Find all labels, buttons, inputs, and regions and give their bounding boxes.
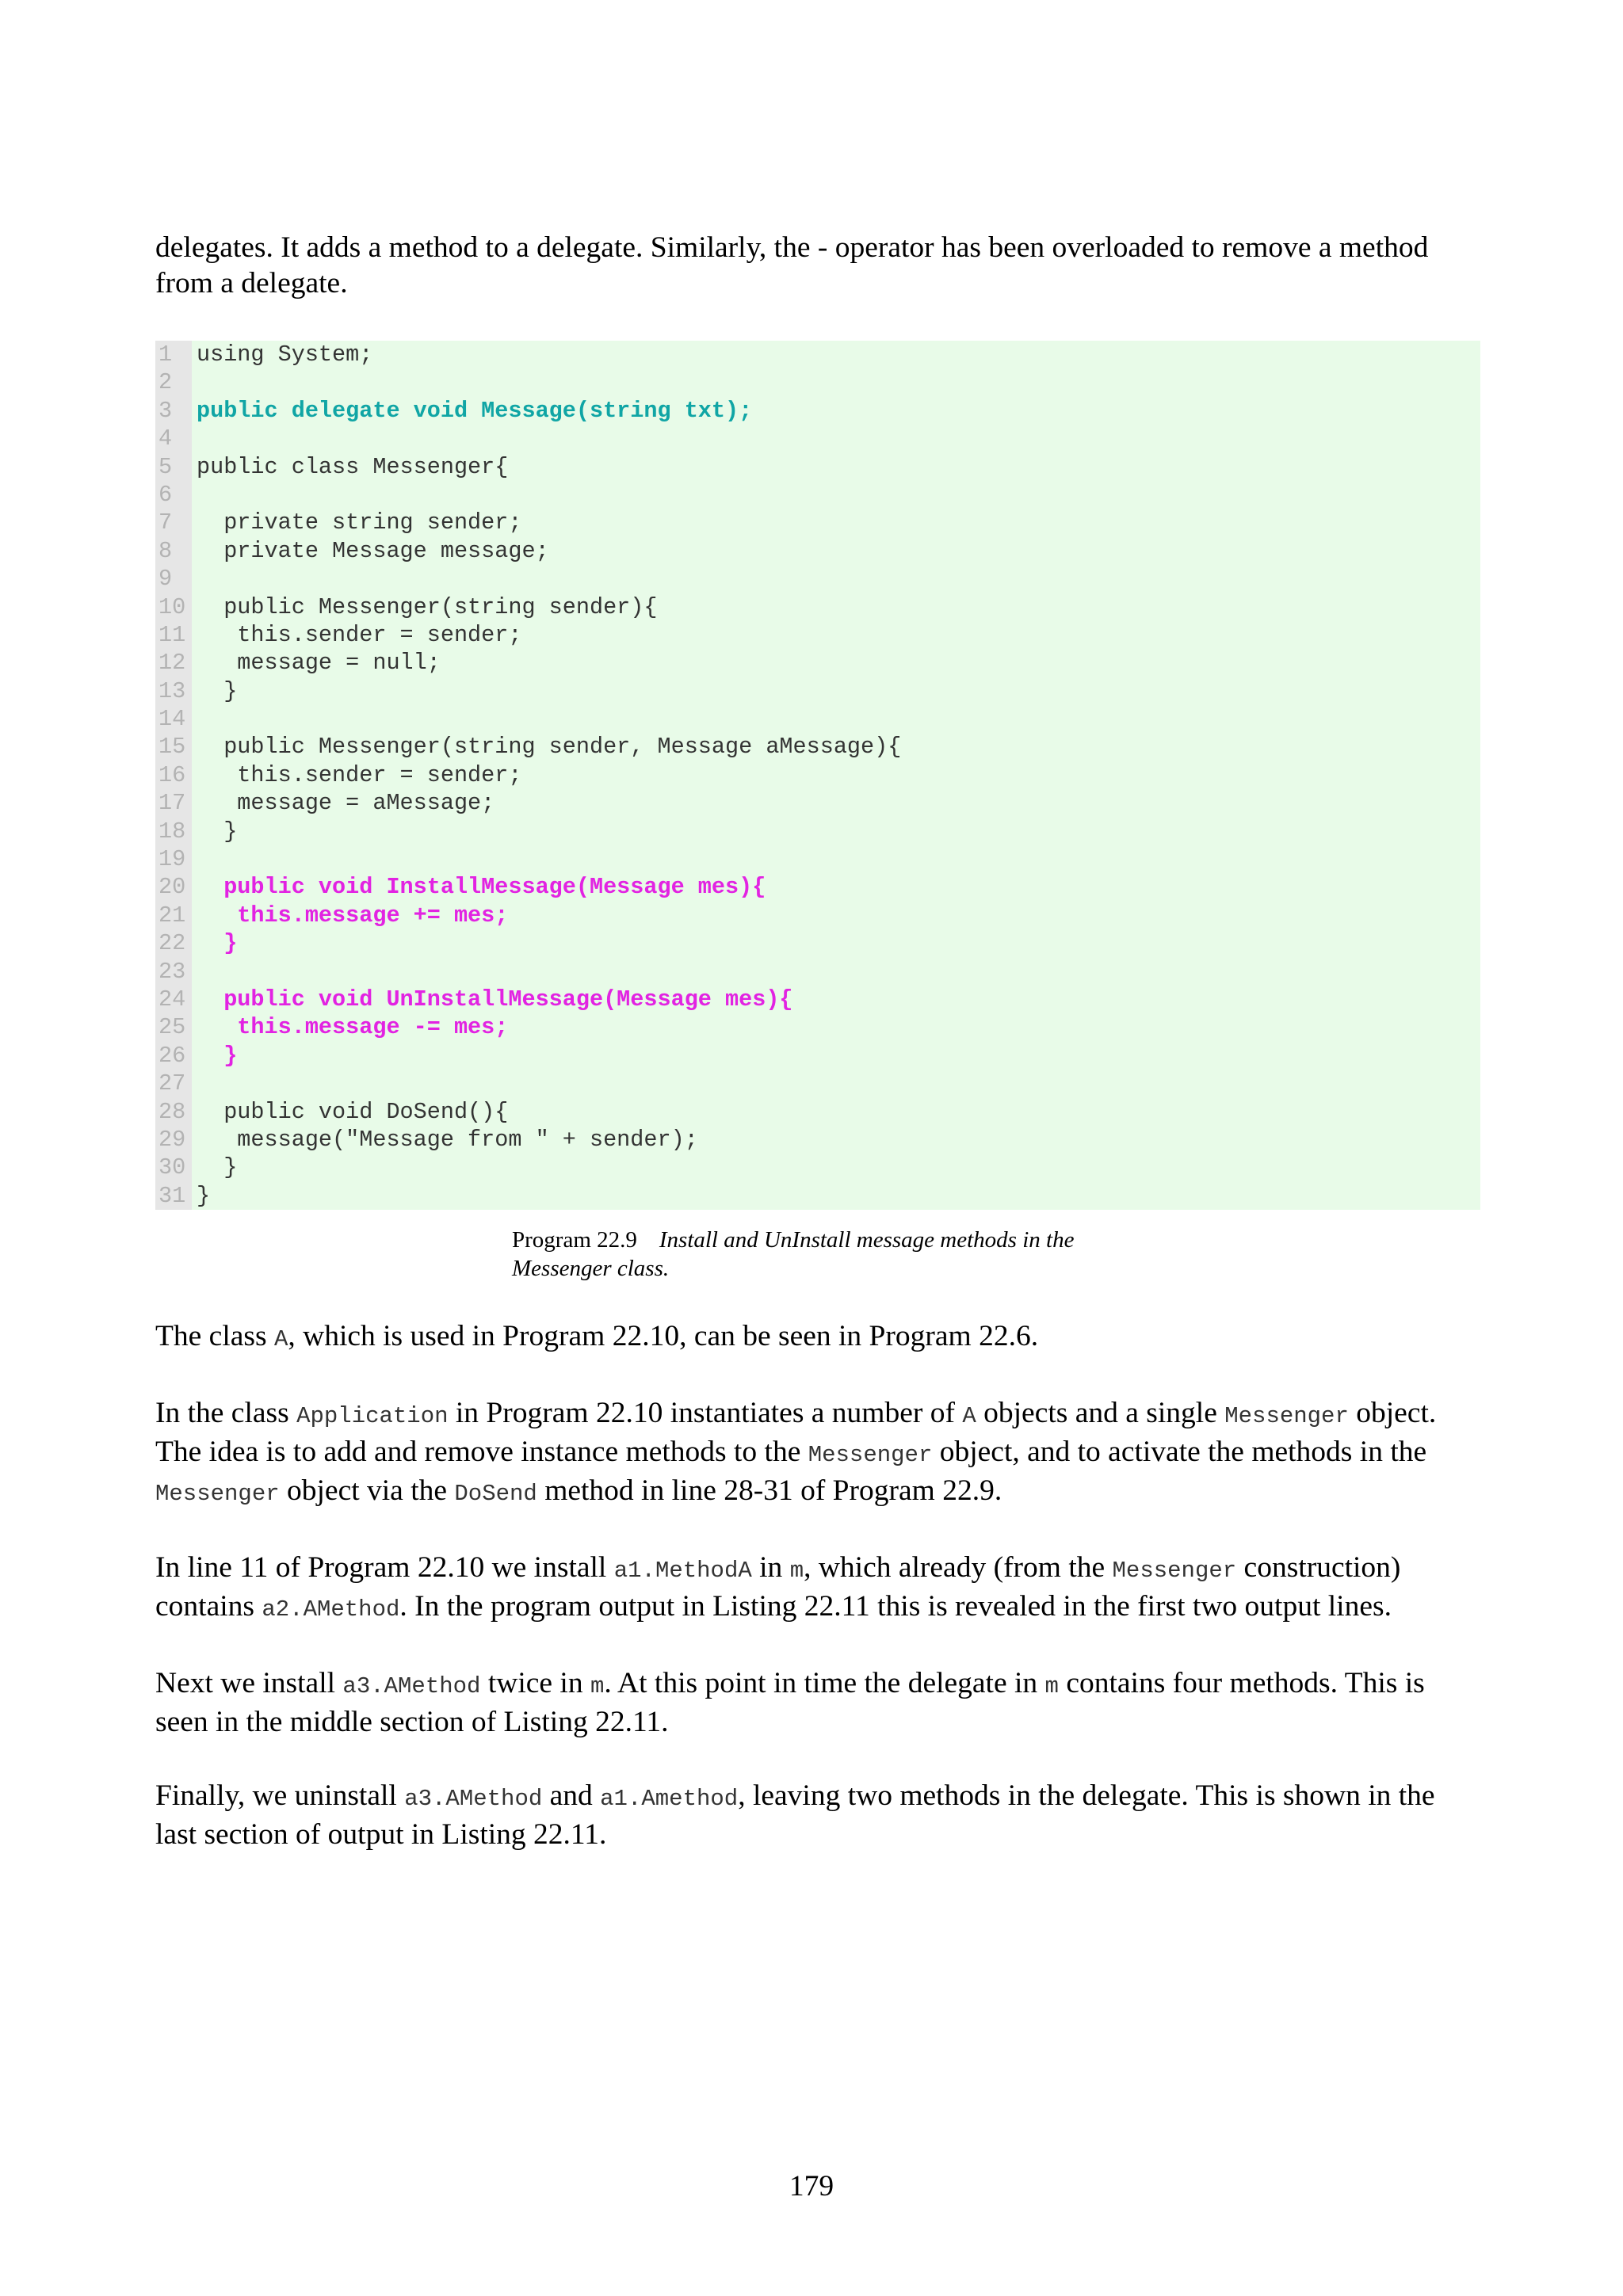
paragraph-text: object via the bbox=[279, 1474, 455, 1508]
paragraph-text: and bbox=[542, 1779, 601, 1813]
line-number: 2 bbox=[158, 369, 173, 396]
line-number: 9 bbox=[158, 566, 173, 593]
line-number: 28 bbox=[158, 1098, 186, 1125]
paragraph-text: The class bbox=[155, 1320, 274, 1353]
line-number: 20 bbox=[158, 874, 186, 901]
code-line: } bbox=[197, 1182, 211, 1209]
line-number: 13 bbox=[158, 677, 186, 704]
inline-code: m bbox=[789, 1558, 804, 1585]
intro-paragraph: delegates. It adds a method to a delegate. Similarly, the - operator has been overloaded to remove a method from a delegate. bbox=[155, 231, 1429, 299]
line-number: 17 bbox=[158, 790, 186, 817]
line-number: 1 bbox=[158, 341, 173, 368]
line-number: 30 bbox=[158, 1154, 186, 1181]
code-line: message = aMessage; bbox=[197, 790, 495, 817]
page-number: 179 bbox=[789, 2170, 834, 2203]
line-number: 7 bbox=[158, 509, 173, 536]
paragraph-text: object. The idea is to add and remove instance methods to the bbox=[155, 1397, 1437, 1469]
code-line: } bbox=[197, 930, 238, 957]
code-line bbox=[197, 845, 1480, 873]
code-line: private Message message; bbox=[197, 537, 549, 564]
code-line: public delegate void Message(string txt); bbox=[197, 397, 753, 424]
code-line: message = null; bbox=[197, 650, 441, 677]
line-number: 16 bbox=[158, 761, 186, 788]
code-line: this.message += mes; bbox=[197, 902, 509, 929]
body-paragraph bbox=[155, 1318, 1480, 1357]
code-line bbox=[197, 705, 1480, 733]
inline-code: Messenger bbox=[1224, 1403, 1349, 1430]
code-line bbox=[197, 565, 1480, 593]
code-line: public Messenger(string sender, Message aMessage){ bbox=[197, 734, 902, 761]
code-line: } bbox=[197, 677, 238, 704]
line-number: 15 bbox=[158, 734, 186, 761]
line-number: 29 bbox=[158, 1126, 186, 1153]
body-paragraph bbox=[155, 1550, 1480, 1627]
body-paragraph bbox=[155, 1665, 1480, 1740]
code-line: this.sender = sender; bbox=[197, 761, 522, 788]
caption-text: Install and UnInstall message methods in the Messenger class. bbox=[512, 1227, 1075, 1282]
code-line bbox=[197, 425, 1480, 452]
paragraph-text: construction) contains bbox=[155, 1551, 1401, 1623]
body-paragraph bbox=[155, 1778, 1480, 1852]
code-line: } bbox=[197, 1154, 238, 1181]
code-line: public void InstallMessage(Message mes){ bbox=[197, 874, 766, 901]
line-number: 26 bbox=[158, 1042, 186, 1069]
paragraph-text: in bbox=[751, 1551, 790, 1585]
line-number: 8 bbox=[158, 537, 173, 564]
code-line bbox=[197, 368, 1480, 396]
paragraph-text: Finally, we uninstall bbox=[155, 1779, 405, 1813]
line-number: 22 bbox=[158, 930, 186, 957]
inline-code: A bbox=[962, 1403, 976, 1430]
code-line: public class Messenger{ bbox=[197, 453, 509, 480]
line-number: 5 bbox=[158, 453, 173, 480]
code-lines bbox=[192, 341, 1480, 1210]
line-number-gutter bbox=[155, 341, 192, 1210]
code-line: this.message -= mes; bbox=[197, 1014, 509, 1041]
paragraph-text: objects and a single bbox=[976, 1397, 1225, 1430]
paragraph-text: In the class bbox=[155, 1397, 297, 1430]
body-paragraphs bbox=[155, 1318, 1480, 1852]
code-line: public void UnInstallMessage(Message mes){ bbox=[197, 986, 793, 1013]
inline-code: DoSend bbox=[454, 1481, 537, 1508]
code-line: this.sender = sender; bbox=[197, 621, 522, 648]
inline-code: a2.AMethod bbox=[262, 1596, 400, 1623]
line-number: 6 bbox=[158, 481, 173, 508]
line-number: 11 bbox=[158, 621, 186, 648]
line-number: 19 bbox=[158, 846, 186, 873]
body-paragraph bbox=[155, 1395, 1480, 1512]
inline-code: a3.AMethod bbox=[404, 1786, 543, 1813]
paragraph-text: object, and to activate the methods in the bbox=[932, 1436, 1427, 1469]
code-line: message("Message from " + sender); bbox=[197, 1126, 698, 1153]
paragraph-text: . In the program output in Listing 22.11 this is revealed in the first two output lines. bbox=[399, 1590, 1392, 1623]
code-line: public Messenger(string sender){ bbox=[197, 593, 658, 620]
inline-code: A bbox=[273, 1326, 288, 1353]
inline-code: Messenger bbox=[1112, 1558, 1237, 1585]
program-caption bbox=[512, 1226, 1146, 1283]
paragraph-text: in Program 22.10 instantiates a number of bbox=[448, 1397, 963, 1430]
paragraph-text: , leaving two methods in the delegate. This is shown in the last section of output in Listing 22.11. bbox=[155, 1779, 1435, 1852]
line-number: 12 bbox=[158, 650, 186, 677]
code-line bbox=[197, 481, 1480, 509]
inline-code: m bbox=[1044, 1673, 1059, 1700]
inline-code: Messenger bbox=[155, 1481, 280, 1508]
code-line: private string sender; bbox=[197, 509, 522, 536]
inline-code: Messenger bbox=[808, 1442, 933, 1469]
paragraph-text: , which is used in Program 22.10, can be seen in Program 22.6. bbox=[288, 1320, 1039, 1353]
code-line: public void DoSend(){ bbox=[197, 1098, 509, 1125]
line-number: 31 bbox=[158, 1182, 186, 1209]
line-number: 4 bbox=[158, 425, 173, 452]
line-number: 14 bbox=[158, 706, 186, 733]
code-line bbox=[197, 958, 1480, 986]
line-number: 24 bbox=[158, 986, 186, 1013]
line-number: 10 bbox=[158, 593, 186, 620]
code-line: using System; bbox=[197, 341, 373, 368]
code-listing bbox=[155, 341, 1480, 1210]
line-number: 18 bbox=[158, 818, 186, 845]
paragraph-text: twice in bbox=[480, 1667, 590, 1700]
line-number: 23 bbox=[158, 958, 186, 985]
code-line: } bbox=[197, 1042, 238, 1069]
paragraph-text: contains four methods. This is seen in the middle section of Listing 22.11. bbox=[155, 1667, 1425, 1739]
line-number: 21 bbox=[158, 902, 186, 929]
line-number: 27 bbox=[158, 1070, 186, 1097]
page-content bbox=[155, 230, 1480, 1890]
inline-code: m bbox=[590, 1673, 605, 1700]
paragraph-text: , which already (from the bbox=[804, 1551, 1113, 1585]
paragraph-text: In line 11 of Program 22.10 we install bbox=[155, 1551, 614, 1585]
code-line: } bbox=[197, 818, 238, 845]
code-line bbox=[197, 1070, 1480, 1097]
paragraph-text: Next we install bbox=[155, 1667, 343, 1700]
paragraph-text: method in line 28-31 of Program 22.9. bbox=[537, 1474, 1002, 1508]
paragraph-text: . At this point in time the delegate in bbox=[604, 1667, 1045, 1700]
inline-code: a1.MethodA bbox=[613, 1558, 752, 1585]
caption-label: Program 22.9 bbox=[512, 1227, 637, 1253]
inline-code: a3.AMethod bbox=[342, 1673, 481, 1700]
inline-code: a1.Amethod bbox=[600, 1786, 739, 1813]
line-number: 25 bbox=[158, 1014, 186, 1041]
inline-code: Application bbox=[296, 1403, 449, 1430]
line-number: 3 bbox=[158, 397, 173, 424]
